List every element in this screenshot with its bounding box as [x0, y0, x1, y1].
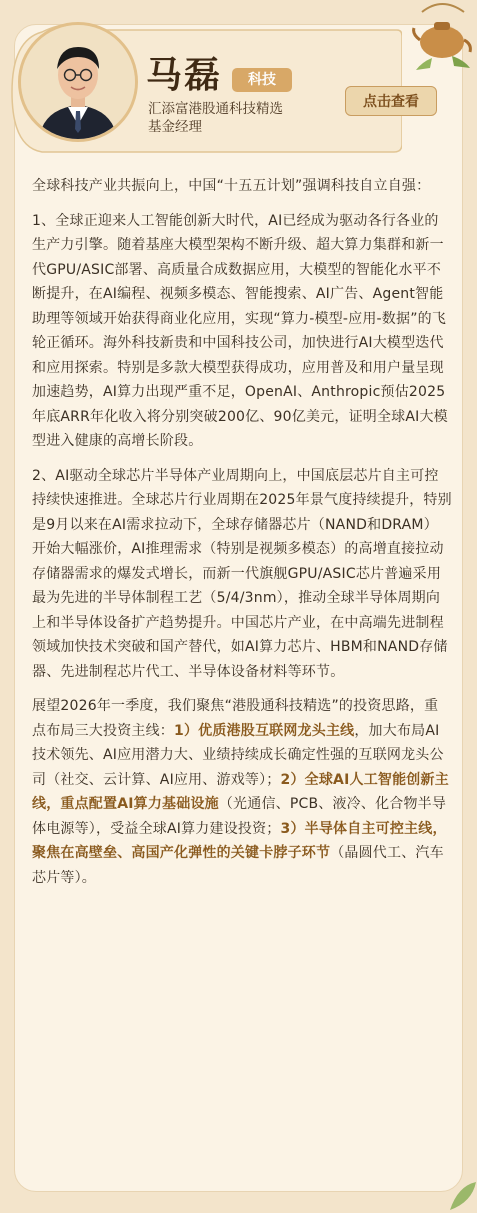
highlight-line-2: 2）全球AI人工智能创新主线，重点配置AI算力基础设施	[32, 771, 449, 812]
category-tag: 科技	[232, 68, 292, 92]
view-details-button[interactable]: 点击查看	[345, 86, 437, 116]
point-2-paragraph: 2、AI驱动全球芯片半导体产业周期向上，中国底层芯片自主可控持续快速推进。全球芯片行业周期在2025年景气度持续提升，特别是9月以来在AI需求拉动下，全球存储器芯片（NAND和DRAM）开始大幅涨价，AI推理需求（特别是视频多模态）的高增直接拉动存储器需求的爆发式增长，而新一代旗舰GPU/ASIC芯片普遍采用最为先进的半导体制程工艺（5/4/3nm），推动全球半导体周期向上和半导体设备扩产趋势提升。中国芯片产业，在中高端先进制程领域加快技术突破和国产替代，如AI算力芯片、HBM和NAND存储器、先进制程芯片代工、半导体设备材料等环节。	[32, 467, 452, 680]
teapot-icon	[412, 0, 474, 70]
point-1-paragraph: 1、全球正迎来人工智能创新大时代，AI已经成为驱动各行各业的生产力引擎。随着基座大模型架构不断升级、超大算力集群和新一代GPU/ASIC部署、高质量合成数据应用，大模型的智能化水平不断提升，在AI编程、视频多模态、智能搜索、AI广告、Agent智能助理等领域开始获得商业化应用，实现“算力-模型-应用-数据”的飞轮正循环。海外科技新贵和中国科技公司，加快进行AI大模型迭代和应用探索。特别是多款大模型获得成功，应用普及和用户量呈现加速趋势，AI算力出现严重不足，OpenAI、Anthropic预估2025年底ARR年化收入将分别突破200亿、90亿美元，证明全球AI大模型进入健康的高增长阶段。	[32, 212, 448, 449]
outlook-text-3: （晶圆代工、汽车芯片等）。	[32, 845, 444, 886]
highlight-line-3: 3）半导体自主可控主线，聚焦在高壁垒、高国产化弹性的关键卡脖子环节	[32, 820, 447, 861]
leaf-decoration	[448, 1180, 477, 1213]
outlook-text-2: （光通信、PCB、液冷、化合物半导体电源等），受益全球AI算力建设投资；	[32, 796, 447, 837]
intro-paragraph: 全球科技产业共振向上，中国“十五五计划”强调科技自立自强：	[32, 178, 431, 194]
manager-role: 基金经理	[148, 119, 202, 135]
avatar-photo	[21, 25, 135, 139]
fund-name: 汇添富港股通科技精选	[148, 101, 283, 117]
avatar[interactable]	[18, 22, 138, 142]
outlook-text-1: ，加大布局AI技术领先、AI应用潜力大、业绩持续成长确定性强的互联网龙头公司（社交、云计算、AI应用、游戏等）；	[32, 722, 444, 788]
manager-name: 马磊	[146, 54, 223, 96]
highlight-line-1: 1）优质港股互联网龙头主线	[174, 722, 355, 739]
article-body	[32, 174, 452, 900]
outlook-paragraph	[32, 694, 452, 890]
outlook-lead: 展望2026年一季度，我们聚焦“港股通科技精选”的投资思路，重点布局三大投资主线：	[32, 698, 439, 739]
